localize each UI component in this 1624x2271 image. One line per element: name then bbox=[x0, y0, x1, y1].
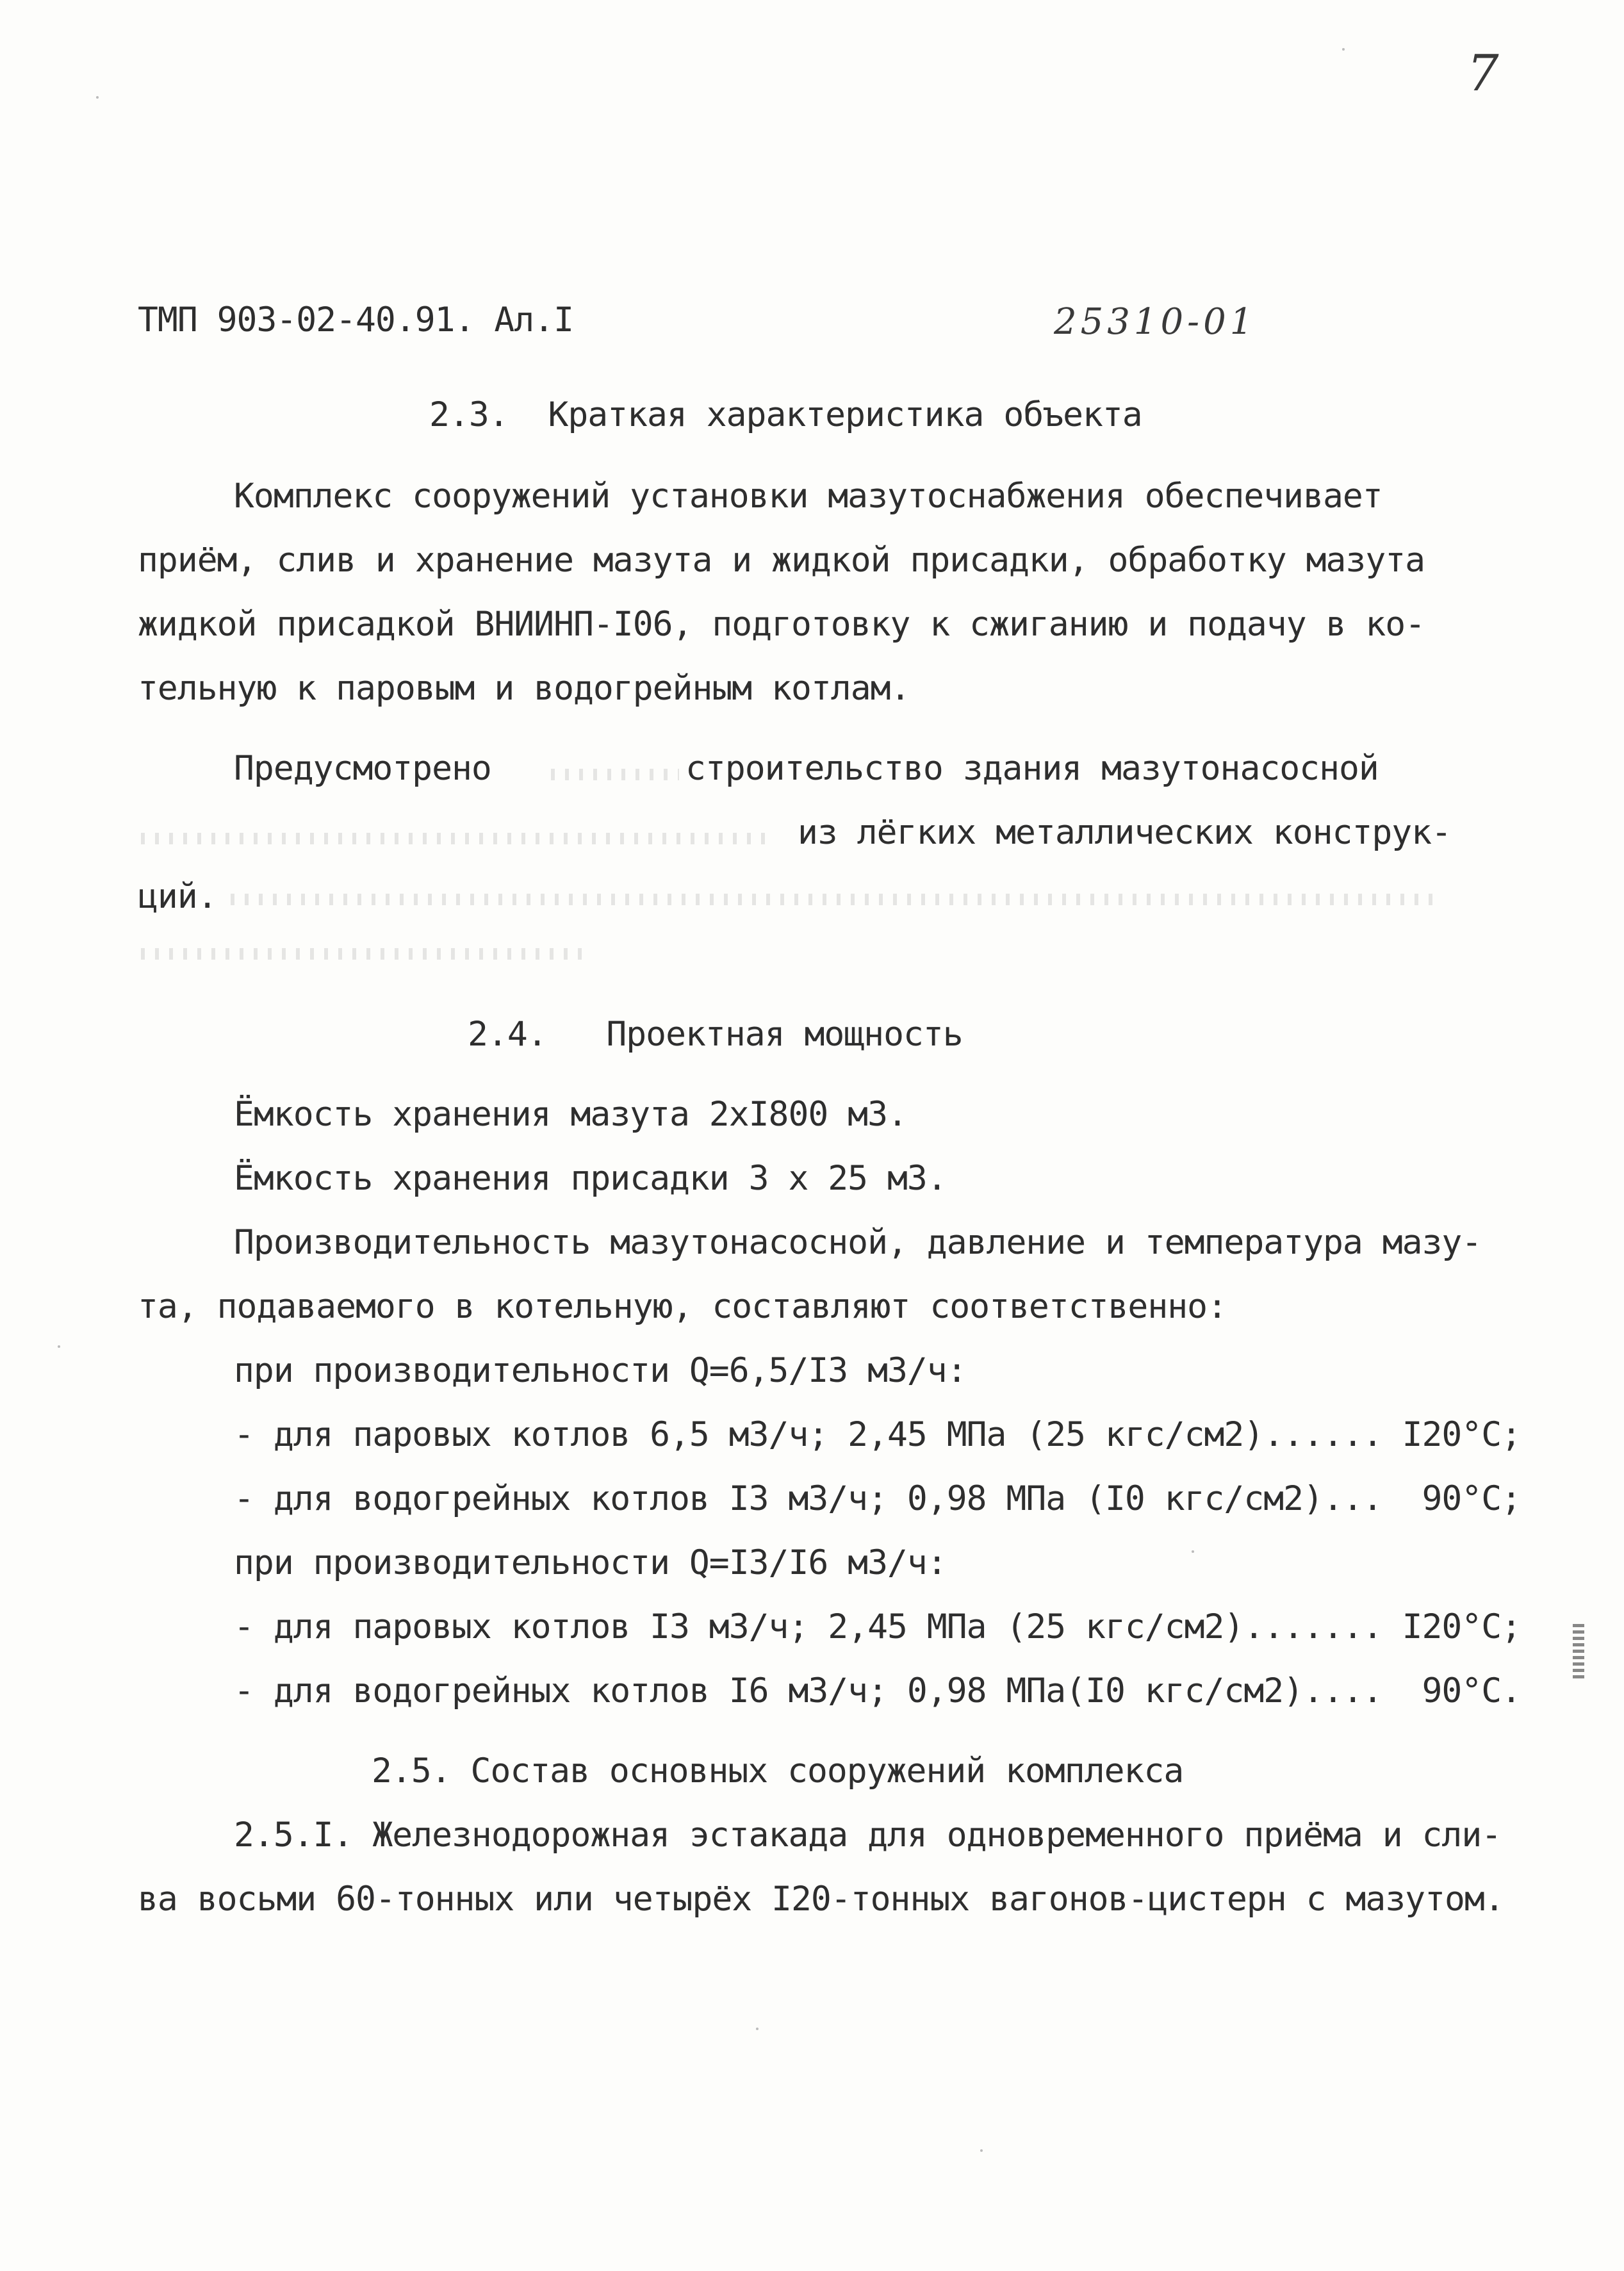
paragraph-line: при производительности Q=I3/I6 м3/ч: bbox=[234, 1543, 947, 1582]
paragraph-line: ций. bbox=[138, 877, 217, 916]
page-number: 7 bbox=[1467, 45, 1499, 102]
section-2-3-heading: 2.3. Краткая характеристика объекта bbox=[429, 395, 1142, 434]
erased-text bbox=[141, 833, 769, 844]
erased-text bbox=[231, 894, 1435, 905]
paragraph-line: из лёгких металлических конструк- bbox=[798, 813, 1451, 852]
paragraph-line: 2.5.I. Железнодорожная эстакада для одновременного приёма и сли- bbox=[234, 1816, 1502, 1855]
erased-text bbox=[141, 948, 589, 960]
paragraph-line: - для водогрейных котлов I6 м3/ч; 0,98 МПа(I0 кгс/см2).... 90°С. bbox=[234, 1671, 1521, 1710]
paragraph-line: Производительность мазутонасосной, давление и температура мазу- bbox=[234, 1223, 1482, 1262]
paragraph-line: Предусмотрено bbox=[234, 749, 491, 788]
document-code: ТМП 903-02-40.91. Ал.I bbox=[138, 300, 573, 340]
paper-speck bbox=[58, 1345, 60, 1348]
paragraph-line: - для паровых котлов 6,5 м3/ч; 2,45 МПа (25 кгс/см2)...... I20°С; bbox=[234, 1415, 1521, 1454]
paragraph-line: при производительности Q=6,5/I3 м3/ч: bbox=[234, 1351, 967, 1390]
paragraph-line: жидкой присадкой ВНИИНП-I06, подготовку к сжиганию и подачу в ко- bbox=[138, 605, 1425, 644]
paragraph-line: ва восьми 60-тонных или четырёх I20-тонных вагонов-цистерн с мазутом. bbox=[138, 1880, 1504, 1919]
erased-text bbox=[551, 769, 679, 780]
paragraph-line: приём, слив и хранение мазута и жидкой присадки, обработку мазута bbox=[138, 541, 1425, 580]
paragraph-line: - для водогрейных котлов I3 м3/ч; 0,98 МПа (I0 кгс/см2)... 90°С; bbox=[234, 1479, 1521, 1518]
paragraph-line: та, подаваемого в котельную, составляют соответственно: bbox=[138, 1287, 1227, 1326]
paper-speck bbox=[1192, 1550, 1194, 1553]
section-2-5-heading: 2.5. Состав основных сооружений комплекса bbox=[372, 1751, 1184, 1791]
paragraph-line: тельную к паровым и водогрейным котлам. bbox=[138, 669, 910, 708]
paper-speck bbox=[1342, 48, 1345, 51]
paragraph-line: строительство здания мазутонасосной bbox=[685, 749, 1379, 788]
paper-speck bbox=[96, 96, 99, 99]
paragraph-line: Ёмкость хранения мазута 2хI800 м3. bbox=[234, 1095, 907, 1134]
paper-speck bbox=[756, 2028, 759, 2030]
section-2-4-heading: 2.4. Проектная мощность bbox=[468, 1015, 963, 1054]
paragraph-line: - для паровых котлов I3 м3/ч; 2,45 МПа (25 кгс/см2)....... I20°С; bbox=[234, 1607, 1521, 1646]
paragraph-line: Комплекс сооружений установки мазутоснабжения обеспечивает bbox=[234, 477, 1382, 516]
archive-number: 25310-01 bbox=[1054, 301, 1257, 343]
margin-mark bbox=[1573, 1624, 1584, 1682]
paragraph-line: Ёмкость хранения присадки 3 х 25 м3. bbox=[234, 1159, 947, 1198]
paper-speck bbox=[980, 2149, 983, 2152]
